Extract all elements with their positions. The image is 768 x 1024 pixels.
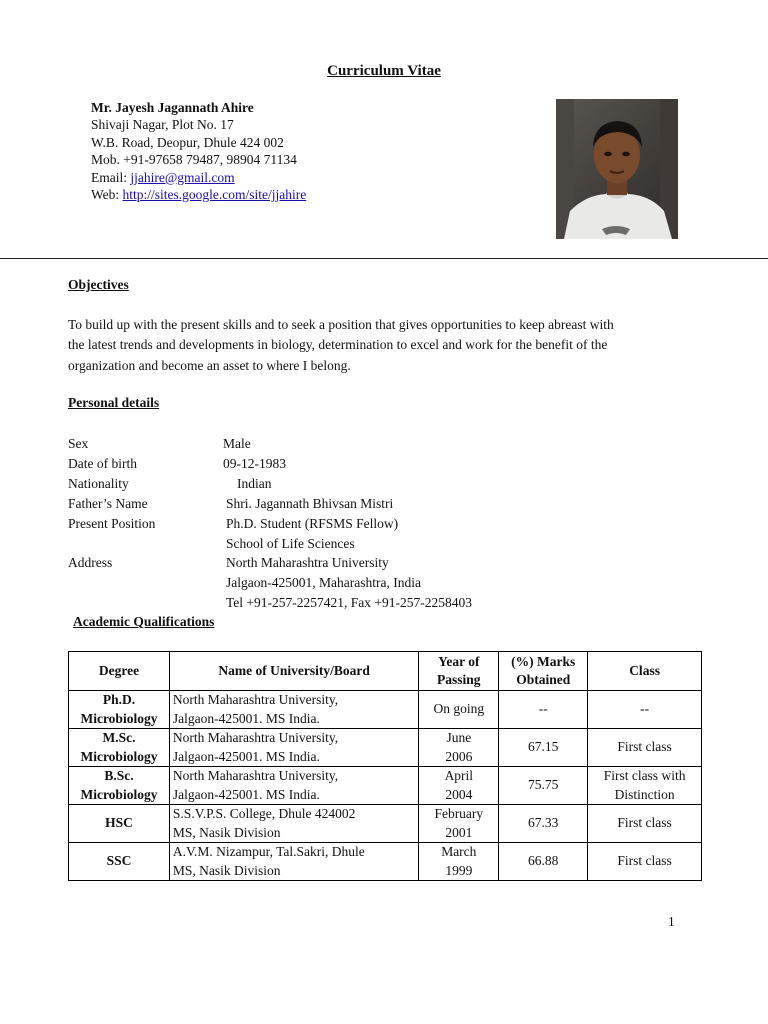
cell-line: 2006 xyxy=(445,748,473,764)
detail-value: Male xyxy=(223,436,251,451)
cell-line: Jalgaon-425001. MS India. xyxy=(172,748,320,764)
mobile-numbers: Mob. +91-97658 79487, 98904 71134 xyxy=(91,152,297,168)
cell-line: MS, Nasik Division xyxy=(172,862,281,878)
cell-line: 1999 xyxy=(445,862,473,878)
cell-line: Microbiology xyxy=(80,710,158,726)
cell-line: Microbiology xyxy=(80,786,158,802)
cell-line: North Maharashtra University, xyxy=(172,768,339,783)
marks-cell: 66.88 xyxy=(499,843,588,881)
detail-row xyxy=(68,534,472,554)
cell-line: A.V.M. Nizampur, Tal.Sakri, Dhule xyxy=(172,844,365,859)
detail-label: Father’s Name xyxy=(68,495,148,511)
personal-details-heading: Personal details xyxy=(68,395,160,410)
cell-line: S.S.V.P.S. College, Dhule 424002 xyxy=(172,806,356,821)
email-link[interactable]: jjahire@gmail.com xyxy=(130,169,235,185)
year-cell xyxy=(419,843,499,881)
detail-label: Date of birth xyxy=(68,455,137,471)
cell-line: First class xyxy=(617,739,672,755)
table-row xyxy=(69,843,702,881)
detail-row xyxy=(68,573,472,593)
table-row xyxy=(69,691,702,729)
detail-value: North Maharashtra University xyxy=(226,555,389,571)
detail-label xyxy=(68,534,223,554)
objectives-line: the latest trends and developments in biology, determination to excel and work for the benefit of the xyxy=(68,337,608,353)
address-line-2: W.B. Road, Deopur, Dhule 424 002 xyxy=(91,134,284,150)
column-header-year: Year of Passing xyxy=(419,652,499,691)
cell-line: Distinction xyxy=(614,786,675,802)
year-cell xyxy=(419,767,499,805)
detail-value: School of Life Sciences xyxy=(226,535,355,551)
column-header-marks: (%) Marks Obtained xyxy=(499,652,588,691)
degree-cell xyxy=(69,843,170,881)
year-cell xyxy=(419,691,499,729)
detail-label: Nationality xyxy=(68,475,129,491)
detail-value: Ph.D. Student (RFSMS Fellow) xyxy=(226,515,399,531)
degree-cell xyxy=(69,729,170,767)
class-cell xyxy=(588,805,702,843)
web-link[interactable]: http://sites.google.com/site/jjahire xyxy=(122,187,307,203)
document-title: Curriculum Vitae xyxy=(327,63,441,79)
degree-cell xyxy=(69,767,170,805)
marks-cell: -- xyxy=(499,691,588,729)
university-cell xyxy=(169,843,418,881)
cell-line: On going xyxy=(433,701,485,717)
cell-line: SSC xyxy=(106,853,132,869)
cell-line: Microbiology xyxy=(80,748,158,764)
objectives-line: organization and become an asset to where I belong. xyxy=(68,357,351,373)
cell-line: Jalgaon-425001. MS India. xyxy=(172,786,320,802)
table-header-row xyxy=(69,652,702,691)
detail-value: Shri. Jagannath Bhivsan Mistri xyxy=(226,495,394,511)
cell-line: First class xyxy=(617,853,672,869)
degree-cell xyxy=(69,805,170,843)
detail-label xyxy=(68,573,223,593)
university-cell xyxy=(169,767,418,805)
web-line xyxy=(91,186,306,203)
cell-line: -- xyxy=(640,701,650,717)
marks-cell: 75.75 xyxy=(499,767,588,805)
column-header-class: Class xyxy=(588,652,702,691)
header-divider xyxy=(0,258,768,259)
email-label: Email: xyxy=(91,169,131,185)
class-cell xyxy=(588,843,702,881)
detail-row xyxy=(68,553,472,573)
email-line xyxy=(91,169,306,186)
cell-line: April xyxy=(444,768,474,783)
table-row xyxy=(69,729,702,767)
cell-line: First class with xyxy=(603,768,686,783)
contact-block xyxy=(91,99,306,203)
detail-label xyxy=(68,593,223,613)
cell-line: June xyxy=(446,730,472,745)
class-cell xyxy=(588,767,702,805)
personal-details-list xyxy=(68,434,472,613)
table-row xyxy=(69,805,702,843)
cell-line: February xyxy=(434,806,484,821)
cell-line: HSC xyxy=(105,815,133,831)
detail-row xyxy=(68,593,472,613)
objectives-text xyxy=(68,315,708,376)
web-label: Web: xyxy=(91,187,123,203)
detail-label: Present Position xyxy=(68,515,156,531)
column-header-degree: Degree xyxy=(69,652,170,691)
detail-row xyxy=(68,434,472,454)
detail-value: Jalgaon-425001, Maharashtra, India xyxy=(226,575,421,591)
objectives-heading: Objectives xyxy=(68,277,129,292)
objectives-line: To build up with the present skills and to seek a position that gives opportunities to keep abreast with xyxy=(68,317,614,332)
page-number: 1 xyxy=(668,914,675,929)
profile-photo xyxy=(556,99,678,239)
detail-row xyxy=(68,514,472,534)
marks-cell: 67.15 xyxy=(499,729,588,767)
marks-cell: 67.33 xyxy=(499,805,588,843)
detail-label: Sex xyxy=(68,436,89,451)
class-cell xyxy=(588,729,702,767)
cell-line: First class xyxy=(617,815,672,831)
address-line-1: Shivaji Nagar, Plot No. 17 xyxy=(91,117,234,133)
cell-line: B.Sc. xyxy=(104,768,134,783)
profile-photo-graphic xyxy=(556,99,678,239)
academic-heading: Academic Qualifications xyxy=(73,614,215,629)
year-cell xyxy=(419,805,499,843)
cell-line: Jalgaon-425001. MS India. xyxy=(172,710,320,726)
detail-value: Indian xyxy=(237,475,272,491)
cell-line: 2004 xyxy=(445,786,473,802)
detail-row xyxy=(68,454,472,474)
detail-value: Tel +91-257-2257421, Fax +91-257-2258403 xyxy=(226,595,473,611)
university-cell xyxy=(169,805,418,843)
cell-line: MS, Nasik Division xyxy=(172,824,281,840)
year-cell xyxy=(419,729,499,767)
university-cell xyxy=(169,691,418,729)
candidate-name: Mr. Jayesh Jagannath Ahire xyxy=(91,100,254,115)
university-cell xyxy=(169,729,418,767)
cell-line: M.Sc. xyxy=(102,730,136,745)
detail-value: 09-12-1983 xyxy=(223,455,286,471)
cell-line: Ph.D. xyxy=(102,692,136,707)
academic-table xyxy=(68,651,702,881)
cell-line: North Maharashtra University, xyxy=(172,730,339,745)
detail-row xyxy=(68,494,472,514)
degree-cell xyxy=(69,691,170,729)
cell-line: North Maharashtra University, xyxy=(172,692,339,707)
class-cell xyxy=(588,691,702,729)
cell-line: 2001 xyxy=(445,824,473,840)
cell-line: March xyxy=(441,844,477,859)
column-header-university: Name of University/Board xyxy=(169,652,418,691)
detail-label: Address xyxy=(68,555,113,571)
detail-row xyxy=(68,474,472,494)
table-row xyxy=(69,767,702,805)
